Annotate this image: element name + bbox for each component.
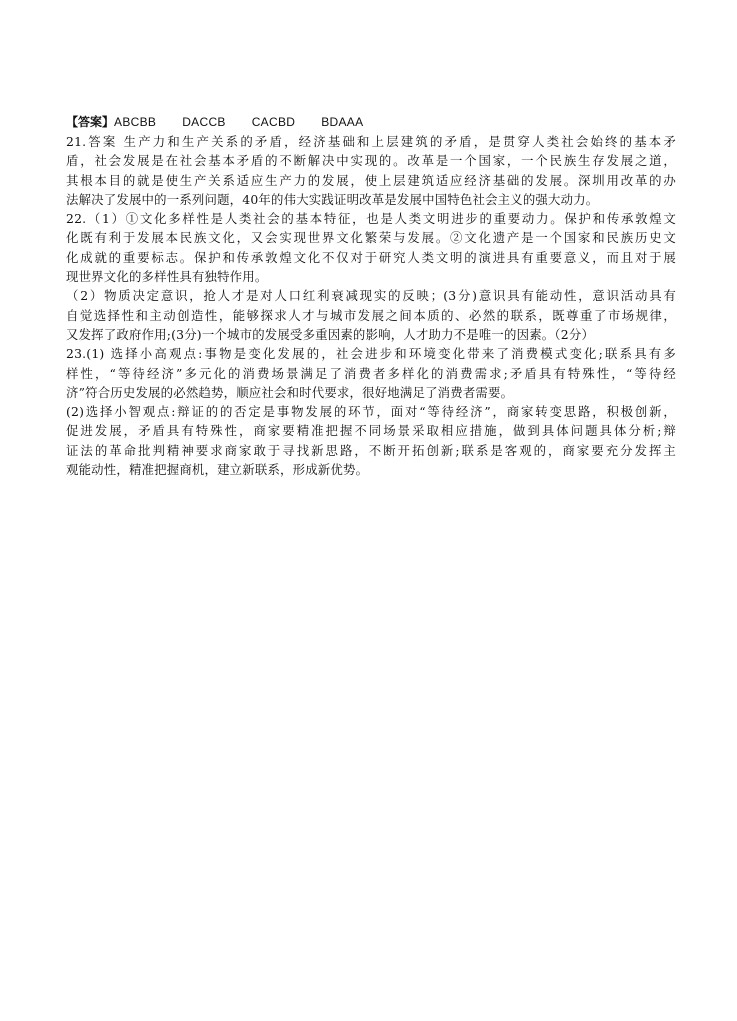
text-line: 济”符合历史发展的必然趋势，顺应社会和时代要求，很好地满足了消费者需要。 [66, 384, 514, 400]
text-line: 促进发展，矛盾具有特殊性，商家要精准把握不同场景采取相应措施，做到具体问题具体分析;辩 [66, 423, 676, 439]
text-line: 其根本目的就是使生产关系适应生产力的发展，使上层建筑适应经济基础的发展。深圳用改革的办 [66, 172, 676, 188]
text-line: 化既有利于发展本民族文化，又会实现世界文化繁荣与发展。②文化遗产是一个国家和民族历史文 [66, 230, 676, 246]
answer-21 [66, 132, 676, 209]
answer-document [66, 113, 676, 479]
text-line: 23.(1) 选择小高观点:事物是变化发展的，社会进步和环境变化带来了消费模式变化;联系具有多 [66, 346, 676, 362]
text-line: 22.（1）①文化多样性是人类社会的基本特征，也是人类文明进步的重要动力。保护和传承敦煌文 [66, 211, 676, 227]
text-line: 21.答案 生产力和生产关系的矛盾，经济基础和上层建筑的矛盾，是贯穿人类社会始终的基本矛 [66, 134, 676, 149]
answer-label: 【答案】 [66, 115, 115, 129]
text-line: 观能动性，精准把握商机，建立新联系，形成新优势。 [66, 462, 369, 478]
answer-group-4: BDAAA [321, 115, 364, 129]
answer-group-3: CACBD [251, 115, 296, 129]
text-line: 样性，“等待经济”多元化的消费场景满足了消费者多样化的消费需求;矛盾具有特殊性，“等待经 [66, 365, 676, 381]
answer-key-line [66, 113, 676, 132]
text-line: 自觉选择性和主动创造性，能够探求人才与城市发展之间本质的、必然的联系，既尊重了市场规律， [66, 307, 676, 323]
text-line: （2）物质决定意识，抢人才是对人口红利衰减现实的反映；(3分)意识具有能动性，意识活动具有 [66, 288, 676, 304]
text-line: 盾，社会发展是在社会基本矛盾的不断解决中实现的。改革是一个国家，一个民族生存发展之道， [66, 153, 676, 169]
answer-23 [66, 344, 676, 479]
text-line: 法解决了发展中的一系列问题，40年的伟大实践证明改革是发展中国特色社会主义的强大动力。 [66, 191, 599, 207]
text-line: 现世界文化的多样性具有独特作用。 [66, 269, 268, 285]
answer-group-2: DACCB [182, 115, 226, 129]
answer-group-1: ABCBB [114, 115, 157, 129]
answer-22 [66, 209, 676, 344]
text-line: 化成就的重要标志。保护和传承敦煌文化不仅对于研究人类文明的演进具有重要意义，而且对于展 [66, 249, 676, 265]
text-line: 又发挥了政府作用;(3分)一个城市的发展受多重因素的影响，人才助力不是唯一的因素。（2分） [66, 326, 595, 342]
text-line: (2)选择小智观点:辩证的的否定是事物发展的环节，面对“等待经济”，商家转变思路，积极创新， [66, 404, 676, 420]
text-line: 证法的革命批判精神要求商家敢于寻找新思路，不断开拓创新;联系是客观的，商家要充分发挥主 [66, 442, 676, 458]
